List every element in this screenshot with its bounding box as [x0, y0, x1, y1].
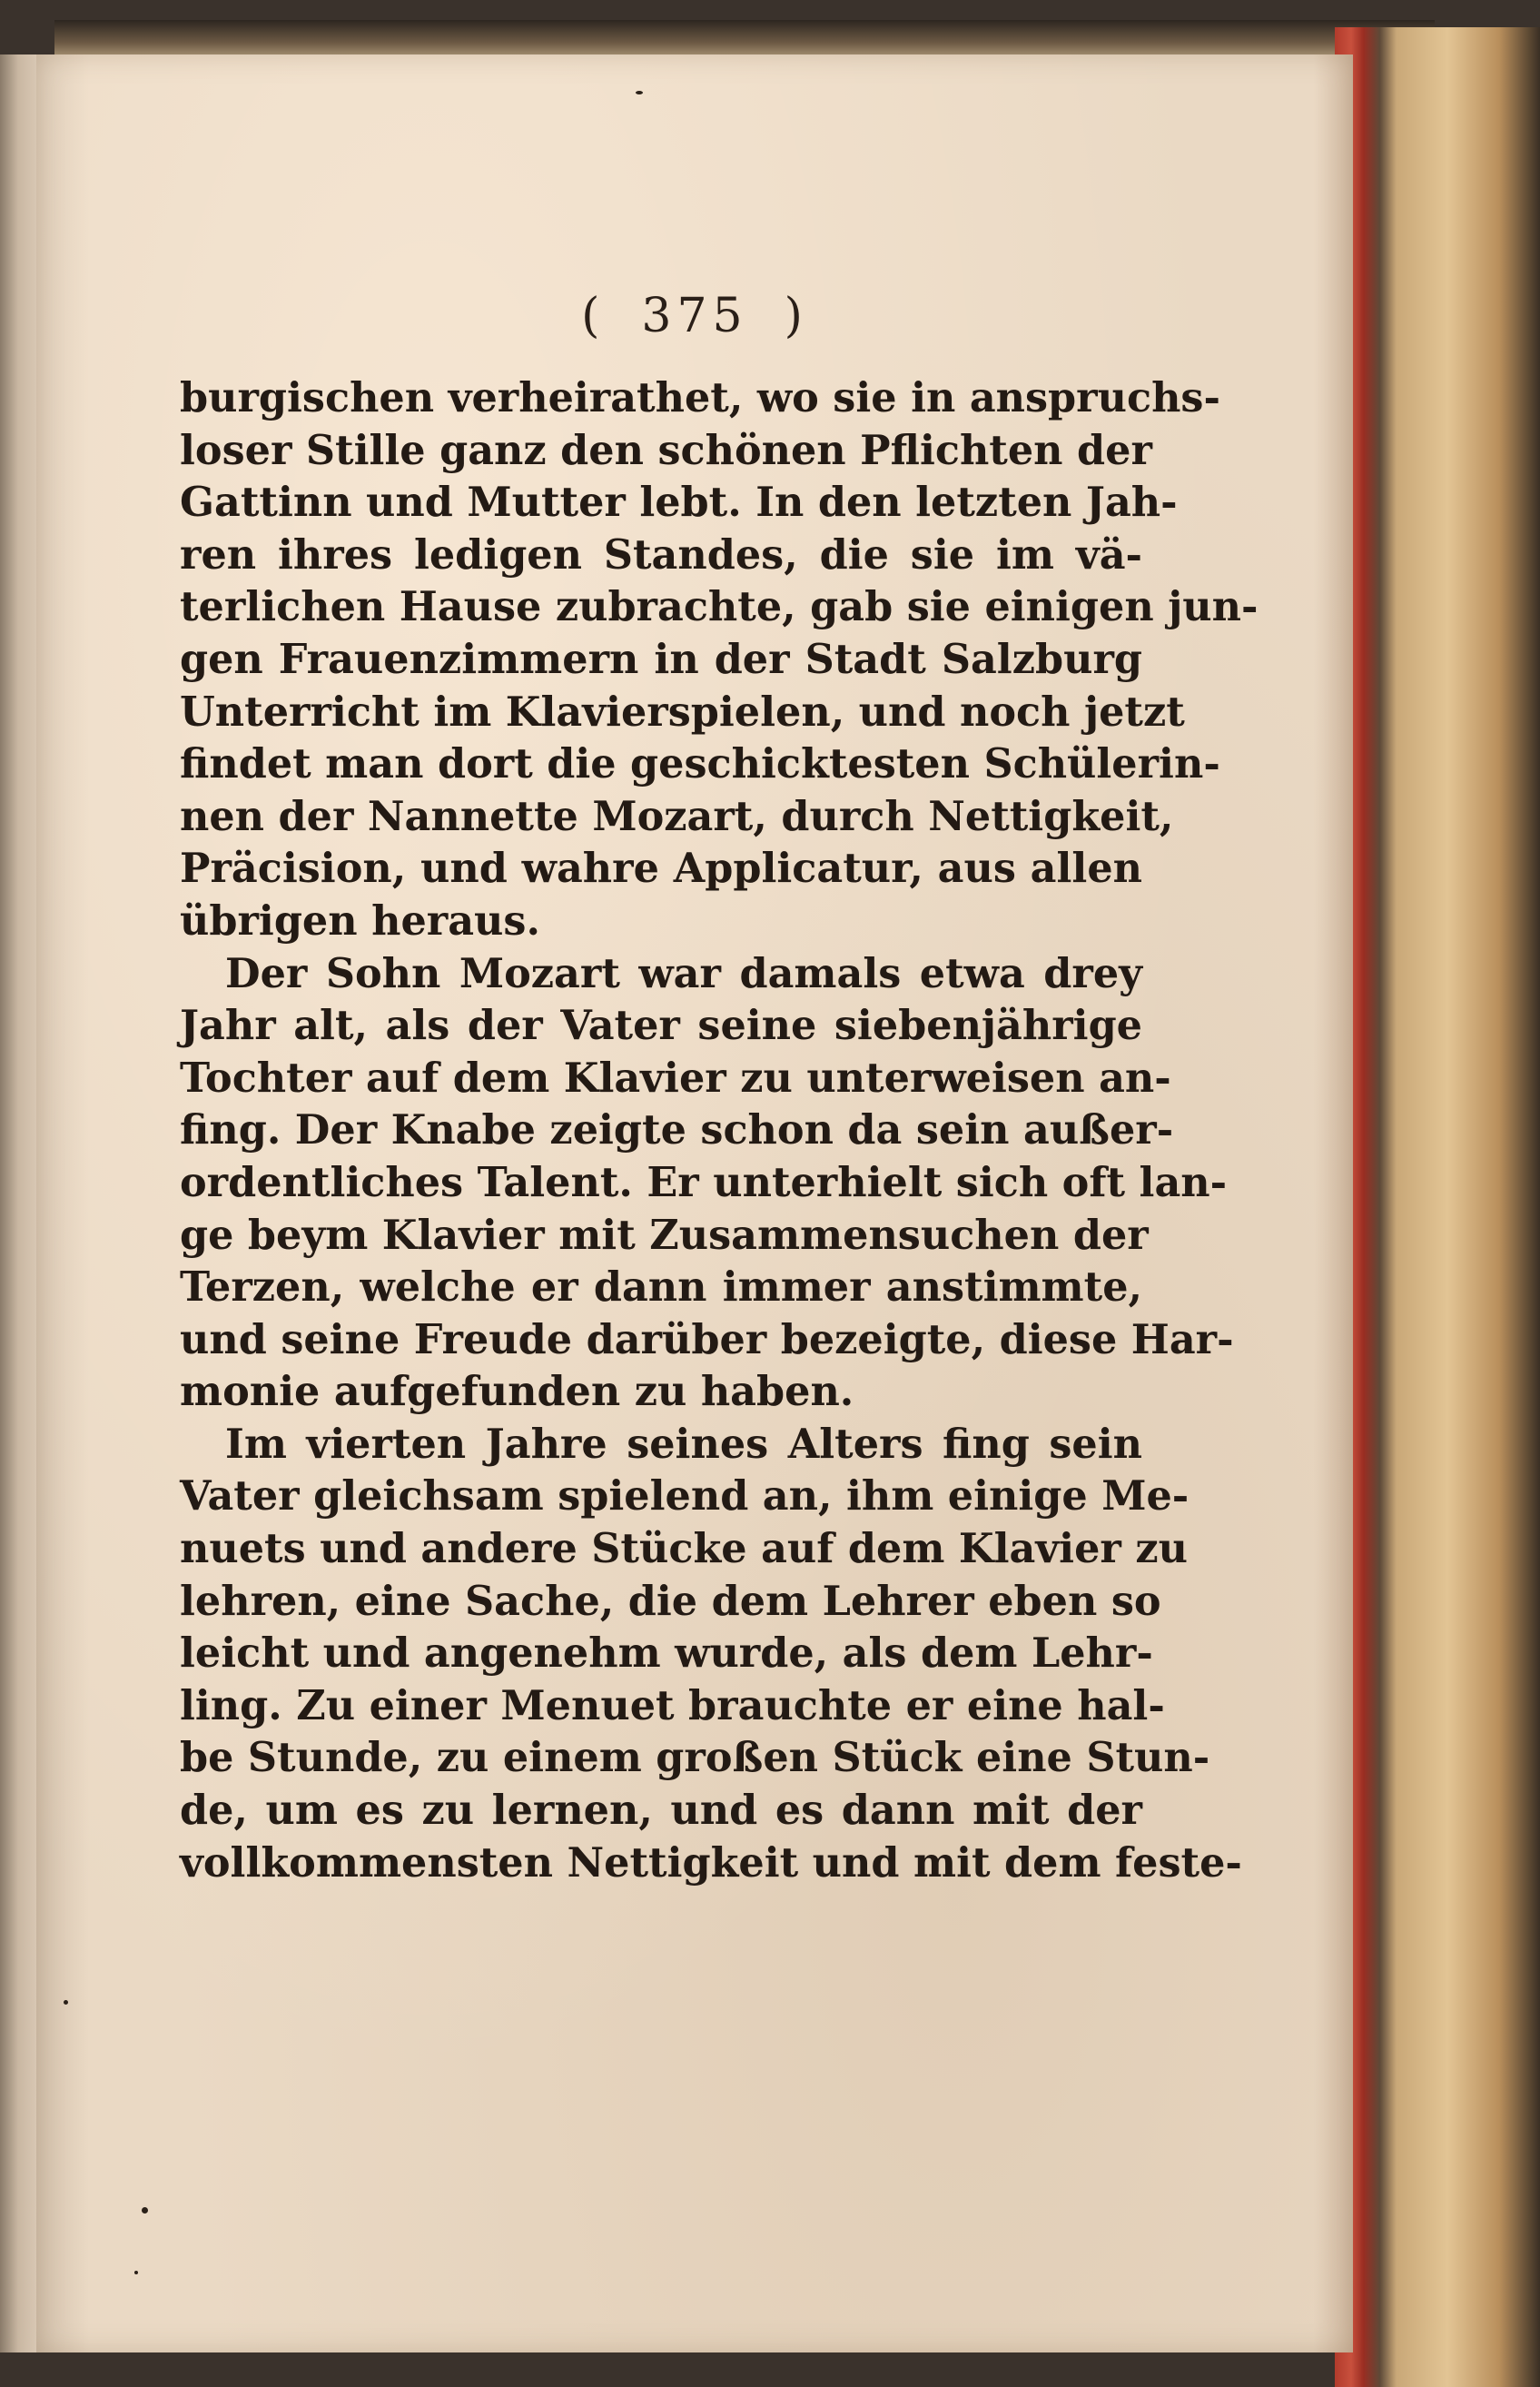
- text-line: ge beym Klavier mit Zusammensuchen der: [180, 1211, 1149, 1259]
- text-line: Präcision, und wahre Applicatur, aus allen: [180, 845, 1142, 893]
- text-line: Im vierten Jahre seines Alters fing sein: [225, 1420, 1142, 1468]
- text-line: monie aufgefunden zu haben.: [180, 1368, 854, 1416]
- text-line: lehren, eine Sache, die dem Lehrer eben so: [180, 1577, 1161, 1625]
- text-line: findet man dort die geschicktesten Schülerin-: [180, 740, 1220, 788]
- paper-speck: [134, 2271, 138, 2274]
- page-number-open-paren: (: [581, 289, 606, 343]
- text-line: burgischen verheirathet, wo sie in anspruchs-: [180, 374, 1220, 421]
- text-line: Jahr alt, als der Vater seine siebenjährige: [180, 1002, 1142, 1050]
- text-line: vollkommensten Nettigkeit und mit dem feste-: [180, 1838, 1242, 1887]
- book-page: [36, 54, 1353, 2352]
- page-number-header: [36, 289, 1353, 343]
- text-line: loser Stille ganz den schönen Pflichten der: [180, 426, 1152, 474]
- text-line: leicht und angenehm wurde, als dem Lehr-: [180, 1629, 1153, 1678]
- text-line: nen der Nannette Mozart, durch Nettigkeit,: [180, 792, 1174, 840]
- text-line: ling. Zu einer Menuet brauchte er eine hal-: [180, 1681, 1165, 1729]
- previous-page-edge: [0, 54, 36, 2352]
- text-line: Tochter auf dem Klavier zu unterweisen an-: [180, 1054, 1171, 1102]
- page-number: 375: [641, 289, 748, 343]
- text-line: Vater gleichsam spielend an, ihm einige Me-: [180, 1472, 1190, 1520]
- text-line: übrigen heraus.: [180, 896, 540, 945]
- book-fore-edge: [1335, 27, 1540, 2387]
- page-body-text: [180, 372, 1259, 1889]
- text-line: ren ihres ledigen Standes, die sie im vä-: [180, 530, 1142, 579]
- text-line: Terzen, welche er dann immer anstimmte,: [180, 1263, 1142, 1312]
- text-line: be Stunde, zu einem großen Stück eine Stun-: [180, 1734, 1210, 1782]
- text-line: nuets und andere Stücke auf dem Klavier zu: [180, 1525, 1188, 1573]
- paper-speck: [142, 2207, 148, 2214]
- text-line: Unterricht im Klavierspielen, und noch jetzt: [180, 688, 1185, 736]
- text-line: terlichen Hause zubrachte, gab sie einigen jun-: [180, 583, 1259, 631]
- page-number-close-paren: ): [784, 289, 808, 343]
- paper-speck: [64, 2000, 68, 2005]
- text-line: de, um es zu lernen, und es dann mit der: [180, 1787, 1142, 1835]
- text-line: fing. Der Knabe zeigte schon da sein außer-: [180, 1106, 1174, 1154]
- paper-speck: [636, 91, 643, 94]
- text-line: gen Frauenzimmern in der Stadt Salzburg: [180, 635, 1142, 683]
- text-line: ordentliches Talent. Er unterhielt sich oft lan-: [180, 1158, 1228, 1206]
- text-line: Der Sohn Mozart war damals etwa drey: [225, 949, 1142, 997]
- text-line: Gattinn und Mutter lebt. In den letzten Jah-: [180, 479, 1178, 527]
- text-line: und seine Freude darüber bezeigte, diese Har-: [180, 1315, 1234, 1363]
